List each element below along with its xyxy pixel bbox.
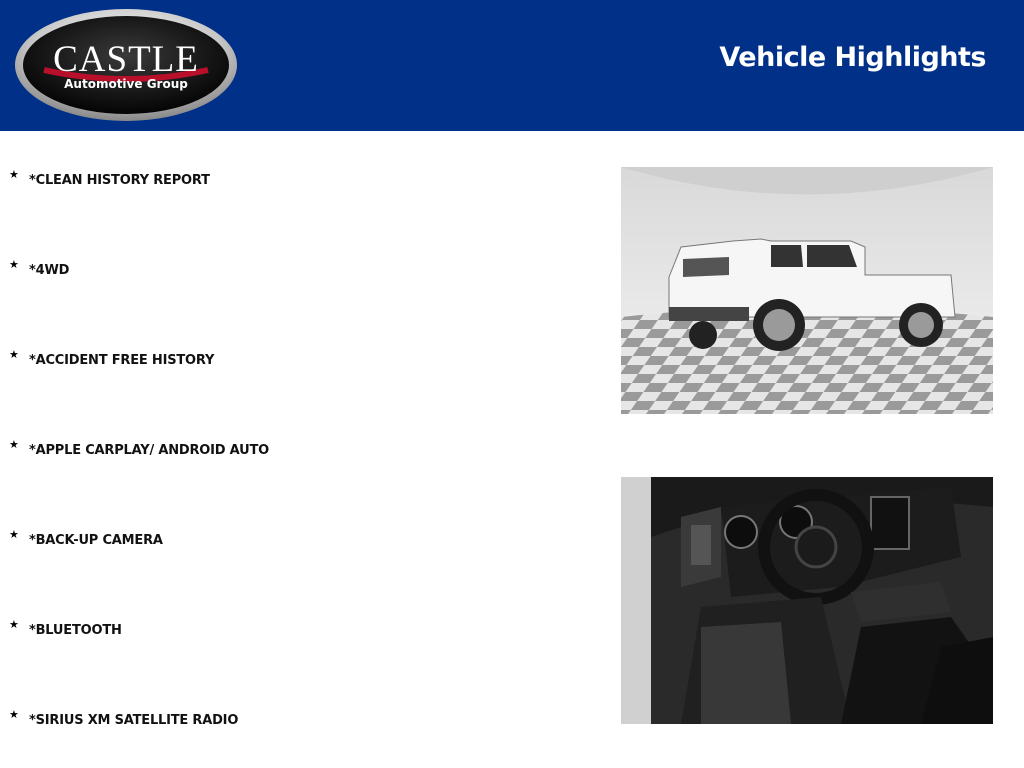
- star-bullet-icon: ★: [9, 168, 19, 181]
- castle-logo: [14, 8, 238, 122]
- star-bullet-icon: ★: [9, 438, 19, 451]
- star-bullet-icon: ★: [9, 258, 19, 271]
- interior-photo: [621, 477, 993, 724]
- highlight-item: [0, 158, 600, 188]
- header-banner: [0, 0, 1024, 131]
- highlight-item: [0, 518, 600, 548]
- logo-subtitle: Automotive Group: [64, 77, 188, 91]
- star-bullet-icon: ★: [9, 348, 19, 361]
- highlight-label: *APPLE CARPLAY/ ANDROID AUTO: [29, 443, 270, 458]
- highlight-item: [0, 608, 600, 638]
- highlight-item: [0, 428, 600, 458]
- exterior-photo: [621, 167, 993, 414]
- highlight-label: *4WD: [29, 263, 70, 278]
- highlight-item: [0, 338, 600, 368]
- highlight-label: *BLUETOOTH: [29, 623, 122, 638]
- highlight-label: *BACK-UP CAMERA: [29, 533, 163, 548]
- highlight-item: [0, 248, 600, 278]
- star-bullet-icon: ★: [9, 618, 19, 631]
- highlight-label: *ACCIDENT FREE HISTORY: [29, 353, 215, 368]
- star-bullet-icon: ★: [9, 528, 19, 541]
- page-title: Vehicle Highlights: [719, 42, 986, 73]
- logo-wordmark: CASTLE: [53, 39, 199, 80]
- highlight-item: [0, 698, 600, 728]
- star-bullet-icon: ★: [9, 708, 19, 721]
- highlight-label: *SIRIUS XM SATELLITE RADIO: [29, 713, 239, 728]
- highlight-label: *CLEAN HISTORY REPORT: [29, 173, 210, 188]
